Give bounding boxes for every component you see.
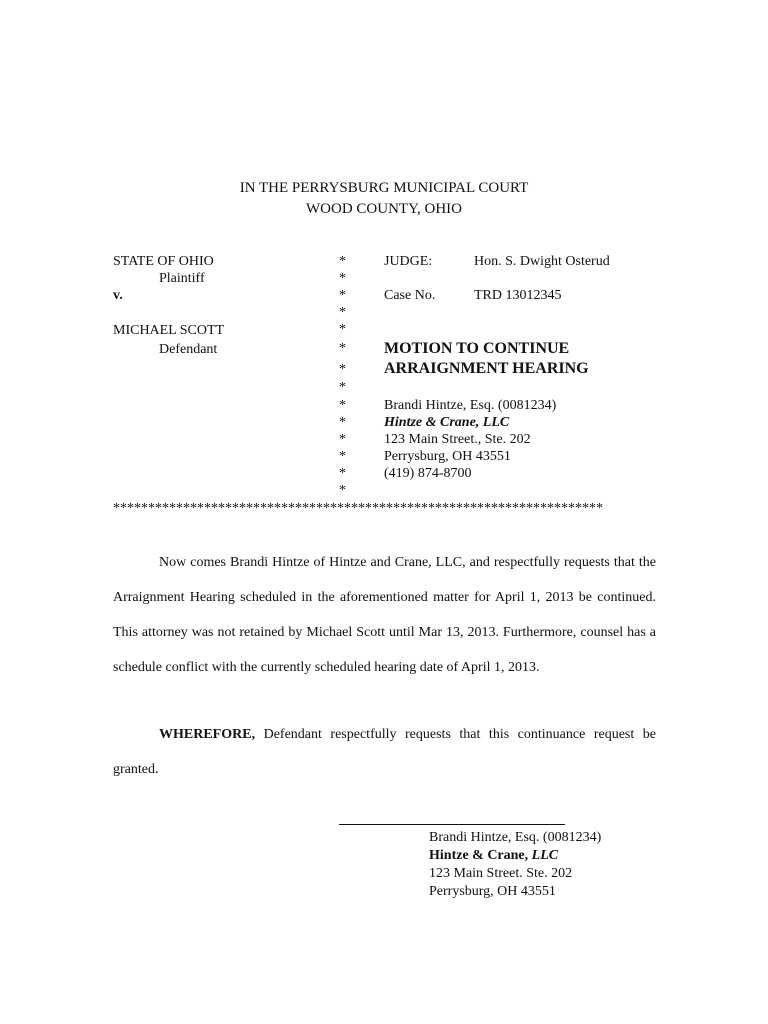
defendant-name: MICHAEL SCOTT [113, 323, 225, 338]
caption-asterisk: * [339, 362, 346, 377]
plaintiff-name: STATE OF OHIO [113, 254, 214, 269]
wherefore-paragraph [113, 717, 656, 787]
caption-asterisk: * [339, 322, 346, 337]
case-number-label: Case No. [384, 288, 436, 303]
signature-firm [429, 847, 601, 865]
caption-asterisk: * [339, 415, 346, 430]
signature-firm-name: Hintze & Crane, [429, 848, 529, 863]
signature-name: Brandi Hintze, Esq. (0081234) [429, 830, 602, 845]
signature-block [429, 829, 601, 901]
signature-firm-suffix: LLC [528, 848, 559, 863]
court-county: WOOD COUNTY, OHIO [306, 201, 462, 217]
plaintiff-role: Plaintiff [159, 271, 205, 286]
versus-label: v. [113, 288, 123, 303]
caption-asterisk: * [339, 271, 346, 286]
firm-city: Perrysburg, OH 43551 [384, 449, 511, 464]
signature-city: Perrysburg, OH 43551 [429, 884, 556, 899]
firm-phone: (419) 874-8700 [384, 466, 472, 481]
judge-value: Hon. S. Dwight Osterud [474, 254, 610, 269]
caption-asterisk: * [339, 380, 346, 395]
caption-asterisk: * [339, 254, 346, 269]
firm-street: 123 Main Street., Ste. 202 [384, 432, 531, 447]
motion-title-line2: ARRAIGNMENT HEARING [384, 360, 589, 377]
case-number-value: TRD 13012345 [474, 288, 562, 303]
caption-asterisk: * [339, 432, 346, 447]
motion-title-line1: MOTION TO CONTINUE [384, 340, 570, 357]
firm-name: Hintze & Crane, LLC [384, 415, 510, 430]
attorney-name: Brandi Hintze, Esq. (0081234) [384, 398, 557, 413]
caption-asterisk: * [339, 305, 346, 320]
defendant-role: Defendant [159, 342, 218, 357]
court-name: IN THE PERRYSBURG MUNICIPAL COURT [239, 180, 529, 196]
judge-label: JUDGE: [384, 254, 433, 269]
caption-asterisk: * [339, 398, 346, 413]
caption-divider: ********************************************************************** [113, 501, 603, 516]
caption-asterisk: * [339, 288, 346, 303]
caption-asterisk: * [339, 483, 346, 498]
wherefore-label: WHEREFORE, [159, 727, 256, 742]
caption-asterisk: * [339, 341, 346, 356]
caption-asterisk: * [339, 449, 346, 464]
signature-line [339, 824, 565, 825]
wherefore-text: Defendant respectfully requests that this continuance request be granted. [113, 727, 656, 777]
court-header [0, 178, 768, 220]
caption-asterisk: * [339, 466, 346, 481]
motion-title [384, 339, 589, 379]
body-paragraph: Now comes Brandi Hintze of Hintze and Crane, LLC, and respectfully requests that the Arraignment Hearing scheduled in the aforementioned matter for April 1, 2013 be continued. This attorney was not retained by Michael Scott until Mar 13, 2013. Furthermore, counsel has a schedule conflict with the currently scheduled hearing date of April 1, 2013. [113, 555, 656, 675]
signature-street: 123 Main Street. Ste. 202 [429, 866, 573, 881]
